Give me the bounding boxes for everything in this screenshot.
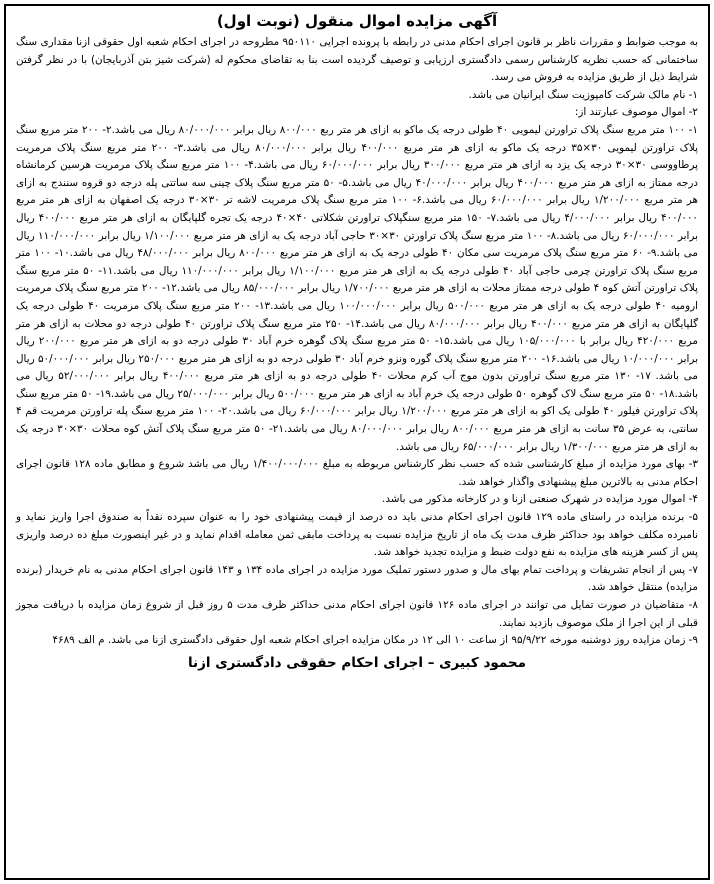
auction-notice <box>4 4 710 880</box>
notice-item-location: ۴- اموال مورد مزایده در شهرک صنعتی ازنا و در کارخانه مذکور می باشد. <box>382 493 698 506</box>
notice-item-deposit: ۵- برنده مزایده در راستای ماده ۱۲۹ قانون اجرای احکام مدنی باید ده درصد از قیمت پیشنهادی خود را به عنوان سپرده نقداً به صندوق اجرا واریز نماید و نامبرده مکلف خواهد بود حداکثر ظرف مدت یک ماه از تاریخ مزایده نسبت به پرداخت مابقی ثمن معامله اقدام نماید و در غیر اینصورت مبلغ ده درصد واریزی پس از کسر هزینه های مزایده به نفع دولت ضبط و مزایده تجدید خواهد شد. <box>16 511 698 559</box>
notice-item-transfer: ۷- پس از انجام تشریفات و پرداخت تمام بهای مال و صدور دستور تملیک مورد مزایده در اجرای ماده ۱۳۴ و ۱۴۳ قانون اجرای احکام مدنی به نام خریدار (برنده مزایده) منتقل خواهد شد. <box>16 563 698 594</box>
notice-body <box>16 34 698 650</box>
notice-item-visit: ۸- متقاضیان در صورت تمایل می توانند در اجرای ماده ۱۲۶ قانون اجرای احکام مدنی حداکثر ظرف مدت ۵ روز قبل از شروع زمان مزایده با دریافت مجوز قبلی از این اجرا از ملک موصوف بازدید نمایند. <box>16 599 699 629</box>
notice-item-price: ۳- بهای مورد مزایده از مبلغ کارشناسی شده که حسب نظر کارشناس مربوطه به مبلغ ۱/۴۰۰/۰۰۰/۰۰۰ ریال می باشد شروع و مطابق ماده ۱۲۸ قانون اجرای احکام مدنی به بالاترین مبلغ پیشنهادی واگذار خواهد شد. <box>16 458 698 488</box>
notice-goods-list: ۱- ۱۰۰ متر مربع سنگ پلاک تراورتن لیمویی ۴۰ طولی درجه یک ماکو به ازای هر متر ربع ۸۰۰/۰۰۰ ریال برابر ۸۰/۰۰۰/۰۰۰ ریال می باشد.۲- ۲۰۰ متر مربع سنگ پلاک تراورتن لیمویی ۳۰×۳۵ درجه یک ماکو به ازای هر متر مربع ۴۰۰/۰۰۰ ریال برابر ۸۰/۰۰۰/۰۰۰ ریال می باشد.۳- ۲۰۰ متر مربع سنگ پلاک مرمریت پرطاووسی ۳۰×۳۰ درجه یک یزد به ازای هر متر مربع ۳۰۰/۰۰۰ ریال برابر ۶۰/۰۰۰/۰۰۰ ریال می باشد.۴- ۱۰۰ متر مربع سنگ پلاک مرمریت هرسین کرمانشاه درجه ممتاز به ازای هر متر مربع ۴۰۰/۰۰۰ ریال برابر ۴۰/۰۰۰/۰۰۰ ریال می باشد.۵- ۵۰ متر مربع سنگ پلاک چینی سه ساتتی پله درجه دو قروه سنندج به ازای هر متر مربع ۱/۲۰۰/۰۰۰ ریال برابر ۶۰/۰۰۰/۰۰۰ ریال می باشد.۶- ۱۰۰ متر مربع سنگ پلاک مرمریت لاشه تر ۳۰×۳۰ درجه یک اصفهان به ازای هر متر مربع ۴۰۰/۰۰۰ ریال برابر ۴/۰۰۰/۰۰۰ ریال می باشد.۷- ۱۵۰ متر مربع سنگپلاک تراورتن شکلاتی ۴۰×۴۰ درجه یک تجره گلپایگان به ازای هر متر مربع ۴۰۰/۰۰۰ ریال برابر ۶۰/۰۰۰/۰۰۰ ریال می باشد.۸- ۱۰۰ متر مربع سنگ پلاک تراورتن ۳۰×۳۰ حاجی آباد درجه یک به ازای هر متر مربع ۱/۱۰۰/۰۰۰ ریال برابر ۱۱۰/۰۰۰/۰۰۰ ریال می باشد.۹- ۶۰ متر مربع سنگ پلاک مرمریت سی مکان ۴۰ طولی درجه یک به ازای هر متر مربع ۸۰۰/۰۰۰ ریال برابر ۴۸/۰۰۰/۰۰۰ ریال می باشد.۱۰- ۱۰۰ متر مربع سنگ پلاک تراورتن چرمی حاجی آباد ۴۰ طولی درجه یک به ازای هر متر مربع ۱/۱۰۰/۰۰۰ ریال برابر ۱۱۰/۰۰۰/۰۰۰ ریال می باشد.۱۱- ۵۰ متر مربع سنگ پلاک تراورتن آتش کوه ۴ طولی درجه ممتاز محلات به ازای هر متر مربع ۱/۷۰۰/۰۰۰ ریال برابر ۸۵/۰۰۰/۰۰۰ ریال می باشد.۱۲- ۲۰۰ متر مربع سنگ پلاک مرمریت ارومیه ۴۰ طولی درجه یک به ازای هر متر مربع ۵۰۰/۰۰۰ ریال برابر ۱۰۰/۰۰۰/۰۰۰ ریال می باشد.۱۳- ۲۰۰ متر مربع سنگ پلاک مرمریت ۴۰ طولی درجه یک گلپایگان به ازای هر متر مربع ۴۰۰/۰۰۰ ریال برابر ۸۰/۰۰۰/۰۰۰ ریال می باشد.۱۴- ۲۵۰ متر مربع سنگ پلاک تراورتن ۴۰ طولی درجه دو محلات به ازای هر متر مربع ۴۲۰/۰۰۰ ریال برابر با ۱۰۵/۰۰۰/۰۰۰ ریال می باشد.۱۵- ۵۰ متر مربع سنگ پلاک گوهره خرم آباد ۳۰ طولی درجه دو به ازای هر متر مربع ۲۰۰/۰۰۰ ریال برابر ۱۰/۰۰۰/۰۰۰ ریال می باشد.۱۶- ۲۰۰ متر مربع سنگ پلاک گوره ونزو خرم آباد ۳۰ طولی درجه دو به ازای هر متر مربع ۲۵۰/۰۰۰ ریال برابر ۵۰/۰۰۰/۰۰۰ ریال می باشد. ۱۷- ۱۳۰ متر مربع سنگ تراورتن بدون موج آب کرم محلات ۴۰ طولی درجه دو به ازای هر متر مربع ۴۰۰/۰۰۰ ریال برابر ۵۲/۰۰۰/۰۰۰ ریال می باشد.۱۸- ۵۰ متر مربع سنگ لاک گوهره ۵۰ طولی درجه یک خرم آباد به ازای هر متر مربع ۵۰۰/۰۰۰ ریال برابر ۲۵/۰۰۰/۰۰۰ ریال می باشد.۱۹- ۵۰ متر مربع سنگ پلاک تراورتن فیلور ۴۰ طولی یک اکو به ازای هر متر مربع ۱/۲۰۰/۰۰۰ ریال برابر ۶۰/۰۰۰/۰۰۰ ریال می باشد.۲۰- ۱۰۰ متر مربع سنگ پله تراورتن مرمریت قم ۴ سانتی، به عرض ۳۵ سانت به ازای هر متر مربع ۸۰۰/۰۰۰ ریال برابر ۸۰/۰۰۰/۰۰۰ ریال می باشد.۲۱- ۵۰ متر مربع سنگ پلاک آتش کوه محلات ۳۰×۳۰ درجه یک به ازای هر متر مربع ۱/۳۰۰/۰۰۰ ریال برابر ۶۵/۰۰۰/۰۰۰ ریال می باشد. <box>16 123 699 453</box>
notice-item-goods-heading: ۲- اموال موصوف عبارتند از: <box>574 106 698 119</box>
notice-intro: به موجب ضوابط و مقررات ناظر بر قانون اجرای احکام مدنی در رابطه با پرونده اجرایی ۹۵۰۱۱۰ مطروحه در اجرای احکام شعبه اول حقوقی ازنا مقداری سنگ ساختمانی که حسب نظریه کارشناس رسمی دادگستری ارزیابی و توصیف گردیده است بنا به تقاضای محکوم له (شرکت شیز بتن آذربایجان) با در نظر گرفتن شرایط ذیل از طریق مزایده به فروش می رسد. <box>16 36 698 84</box>
notice-title: آگهی مزایده اموال منقول (نوبت اول) <box>216 12 498 30</box>
notice-item-owner: ۱- نام مالک شرکت کامپوزیت سنگ ایرانیان می باشد. <box>468 88 698 101</box>
notice-signature: محمود کبیری – اجرای احکام حقوقی دادگستری ازنا <box>187 654 527 671</box>
notice-item-time: ۹- زمان مزایده روز دوشنبه مورخه ۹۵/۹/۲۲ از ساعت ۱۰ الی ۱۲ در مکان مزایده اجرای احکام شعبه اول حقوقی دادگستری ازنا می باشد. م الف ۴۶۸۹ <box>52 634 698 647</box>
